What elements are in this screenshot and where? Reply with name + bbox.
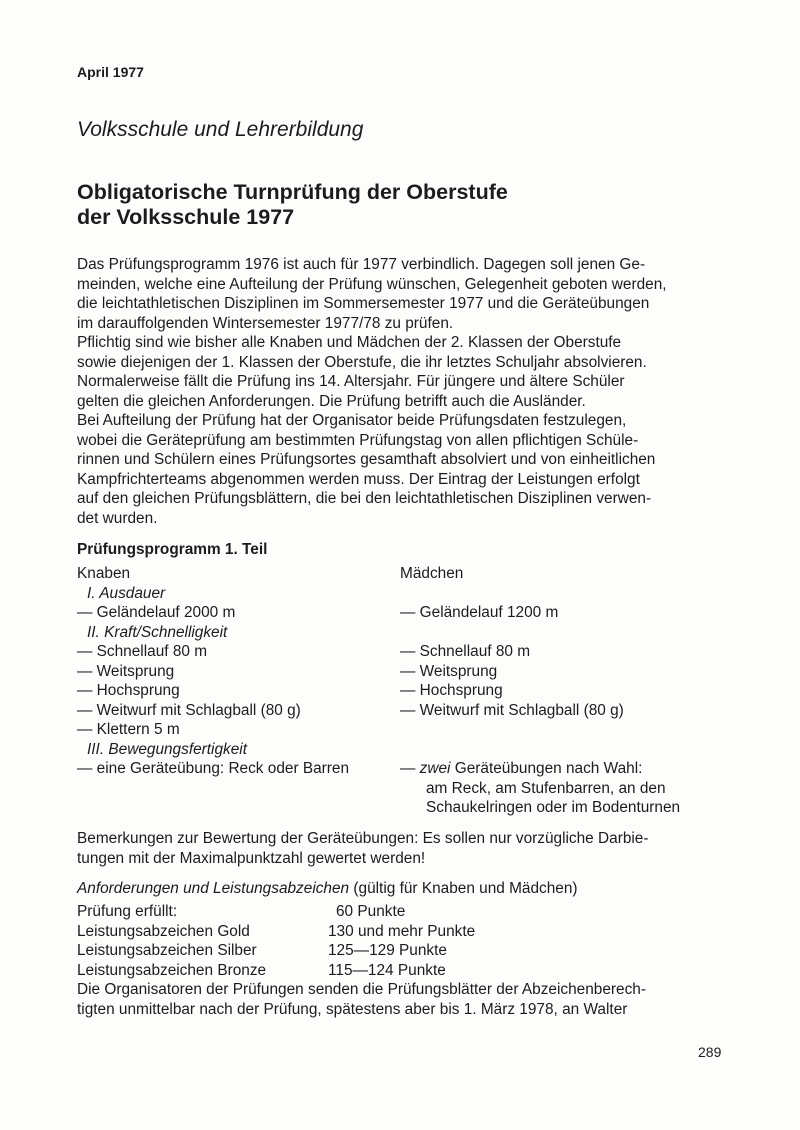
requirement-value: 60 Punkte [336, 903, 406, 920]
text-line: tungen mit der Maximalpunktzahl gewertet werden! [77, 849, 426, 867]
boys-line: — Weitsprung [77, 662, 175, 680]
text-line: meinden, welche eine Aufteilung der Prüfung wünschen, Gelegenheit geboten werden, [77, 275, 667, 293]
text-line: wobei die Geräteprüfung am bestimmten Prüfungstag von allen pflichtigen Schüle- [77, 431, 639, 449]
boys-line: — eine Geräteübung: Reck oder Barren [77, 760, 350, 777]
requirements-heading: Anforderungen und Leistungsabzeichen (gültig für Knaben und Mädchen) [77, 880, 578, 897]
requirement-value: 115—124 Punkte [328, 961, 446, 979]
text-line: sowie diejenigen der 1. Klassen der Oberstufe, die ihr letztes Schuljahr absolvieren. [77, 353, 647, 371]
text-line: Kampfrichterteams abgenommen werden muss. Der Eintrag der Leistungen erfolgt [77, 470, 640, 488]
girls-line: — Weitsprung [400, 662, 498, 680]
requirement-label: Leistungsabzeichen Gold [77, 922, 250, 940]
text-line: die leichtathletischen Disziplinen im Sommersemester 1977 und die Geräteübungen [77, 295, 650, 312]
girls-line: — Hochsprung [400, 682, 503, 699]
intro-text [77, 255, 725, 528]
girls-line: — Weitwurf mit Schlagball (80 g) [400, 701, 624, 719]
boys-line: III. Bewegungsfertigkeit [87, 740, 247, 758]
text-line: auf den gleichen Prüfungsblättern, die bei den leichtathletischen Disziplinen verwen- [77, 490, 652, 507]
girls-line [400, 584, 730, 604]
text-line: rinnen und Schülern eines Prüfungsortes gesamthaft absolviert und von einheitlichen [77, 451, 656, 468]
boys-line: — Weitwurf mit Schlagball (80 g) [77, 701, 301, 719]
girls-header: Mädchen [400, 565, 464, 582]
girls-apparatus-cont: Schaukelringen oder im Bodenturnen [426, 799, 681, 816]
text-line: Die Organisatoren der Prüfungen senden die Prüfungsblätter der Abzeichenberech- [77, 981, 646, 998]
article-title-line: der Volksschule 1977 [77, 205, 295, 229]
boys-line: I. Ausdauer [87, 584, 166, 602]
requirement-value: 125—129 Punkte [328, 942, 447, 959]
girls-line: — Schnellauf 80 m [400, 643, 531, 660]
text-line: Bemerkungen zur Bewertung der Geräteübungen: Es sollen nur vorzügliche Darbie- [77, 830, 649, 847]
boys-column [77, 564, 397, 779]
girls-line [400, 740, 730, 760]
text-line: tigten unmittelbar nach der Prüfung, spätestens aber bis 1. März 1978, an Walter [77, 1000, 628, 1018]
girls-line [400, 623, 730, 643]
remarks-text [77, 829, 725, 868]
girls-column [400, 564, 730, 818]
boys-line: — Klettern 5 m [77, 721, 180, 738]
requirement-label: Prüfung erfüllt: [77, 903, 178, 920]
boys-line: — Schnellauf 80 m [77, 643, 208, 660]
girls-line: — Geländelauf 1200 m [400, 604, 559, 621]
girls-line [400, 720, 730, 740]
text-line: Bei Aufteilung der Prüfung hat der Organisator beide Prüfungsdaten festzulegen, [77, 412, 627, 429]
page-number: 289 [698, 1044, 722, 1060]
text-line: Das Prüfungsprogramm 1976 ist auch für 1977 verbindlich. Dagegen soll jenen Ge- [77, 256, 646, 273]
boys-line: — Hochsprung [77, 682, 180, 699]
boys-header: Knaben [77, 565, 131, 582]
text-line: Normalerweise fällt die Prüfung ins 14. Altersjahr. Für jüngere und ältere Schüler [77, 373, 625, 390]
article-title-line: Obligatorische Turnprüfung der Oberstufe [77, 180, 508, 204]
text-line: Pflichtig sind wie bisher alle Knaben und Mädchen der 2. Klassen der Oberstufe [77, 334, 622, 351]
requirement-label: Leistungsabzeichen Bronze [77, 961, 267, 979]
text-line: im darauffolgenden Wintersemester 1977/78 zu prüfen. [77, 314, 454, 332]
boys-line: II. Kraft/Schnelligkeit [87, 623, 228, 641]
closing-text [77, 980, 725, 1019]
page-date: April 1977 [77, 64, 144, 80]
text-line: det wurden. [77, 509, 158, 527]
boys-line: — Geländelauf 2000 m [77, 604, 236, 621]
article-title [77, 180, 508, 230]
text-line: gelten die gleichen Anforderungen. Die Prüfung betrifft auch die Ausländer. [77, 392, 586, 410]
girls-apparatus: — zwei Geräteübungen nach Wahl: [400, 760, 643, 777]
requirement-label: Leistungsabzeichen Silber [77, 942, 257, 959]
program-heading: Prüfungsprogramm 1. Teil [77, 541, 268, 558]
girls-apparatus-cont: am Reck, am Stufenbarren, an den [426, 779, 666, 797]
requirement-value: 130 und mehr Punkte [328, 922, 476, 940]
section-title: Volksschule und Lehrerbildung [77, 118, 364, 141]
